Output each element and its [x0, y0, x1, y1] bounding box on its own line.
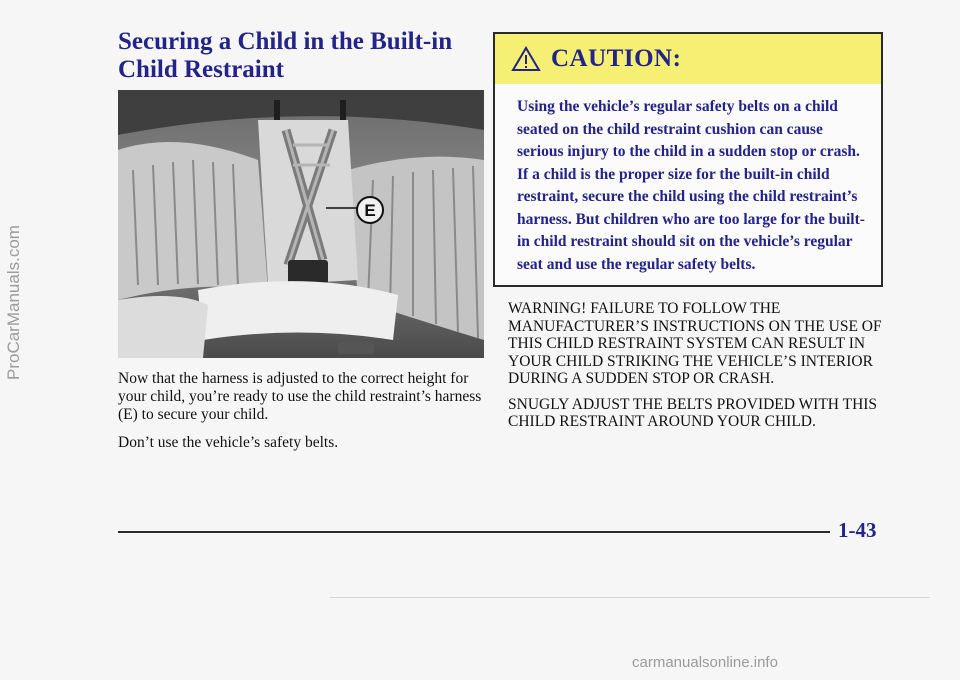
- warning-paragraph: SNUGLY ADJUST THE BELTS PROVIDED WITH THIS CHILD RESTRAINT AROUND YOUR CHILD.: [508, 395, 878, 430]
- warning-paragraph: WARNING! FAILURE TO FOLLOW THE MANUFACTURER’S INSTRUCTIONS ON THE USE OF THIS CHILD RESTRAINT SYSTEM CAN RESULT IN YOUR CHILD STRIKING THE VEHICLE’S INTERIOR DURING A SUDDEN STOP OR CRASH.: [508, 300, 882, 387]
- warning-triangle-icon: [511, 46, 541, 72]
- child-restraint-photo: [118, 90, 484, 358]
- scan-edge-line: [330, 597, 930, 598]
- page-number: 1-43: [838, 518, 877, 542]
- caution-text: Using the vehicle’s regular safety belts on a child seated on the child restraint cushion can cause serious injury to the child in a sudden stop or crash. If a child is the proper size for the built-in child restraint, secure the child using the child restraint’s harness. But children who are too large for the built-in child restraint should sit on the vehicle’s regular seat and use the regular safety belts.: [517, 98, 865, 273]
- left-column-text: [118, 370, 488, 462]
- caution-header: [495, 34, 881, 84]
- paragraph: Now that the harness is adjusted to the correct height for your child, you’re ready to use the child restraint’s harness (E) to secure your child.: [118, 370, 482, 423]
- footer-rule: [118, 531, 830, 533]
- paragraph: Don’t use the vehicle’s safety belts.: [118, 434, 339, 451]
- caution-heading: CAUTION:: [551, 45, 682, 72]
- callout-e-label: E: [364, 201, 376, 220]
- section-title: Securing a Child in the Built-in Child Restraint: [118, 28, 453, 83]
- watermark-bottom: carmanualsonline.info: [632, 654, 778, 671]
- watermark-left: ProCarManuals.com: [4, 225, 23, 380]
- caution-box: [493, 32, 883, 287]
- right-column-text: [508, 300, 888, 439]
